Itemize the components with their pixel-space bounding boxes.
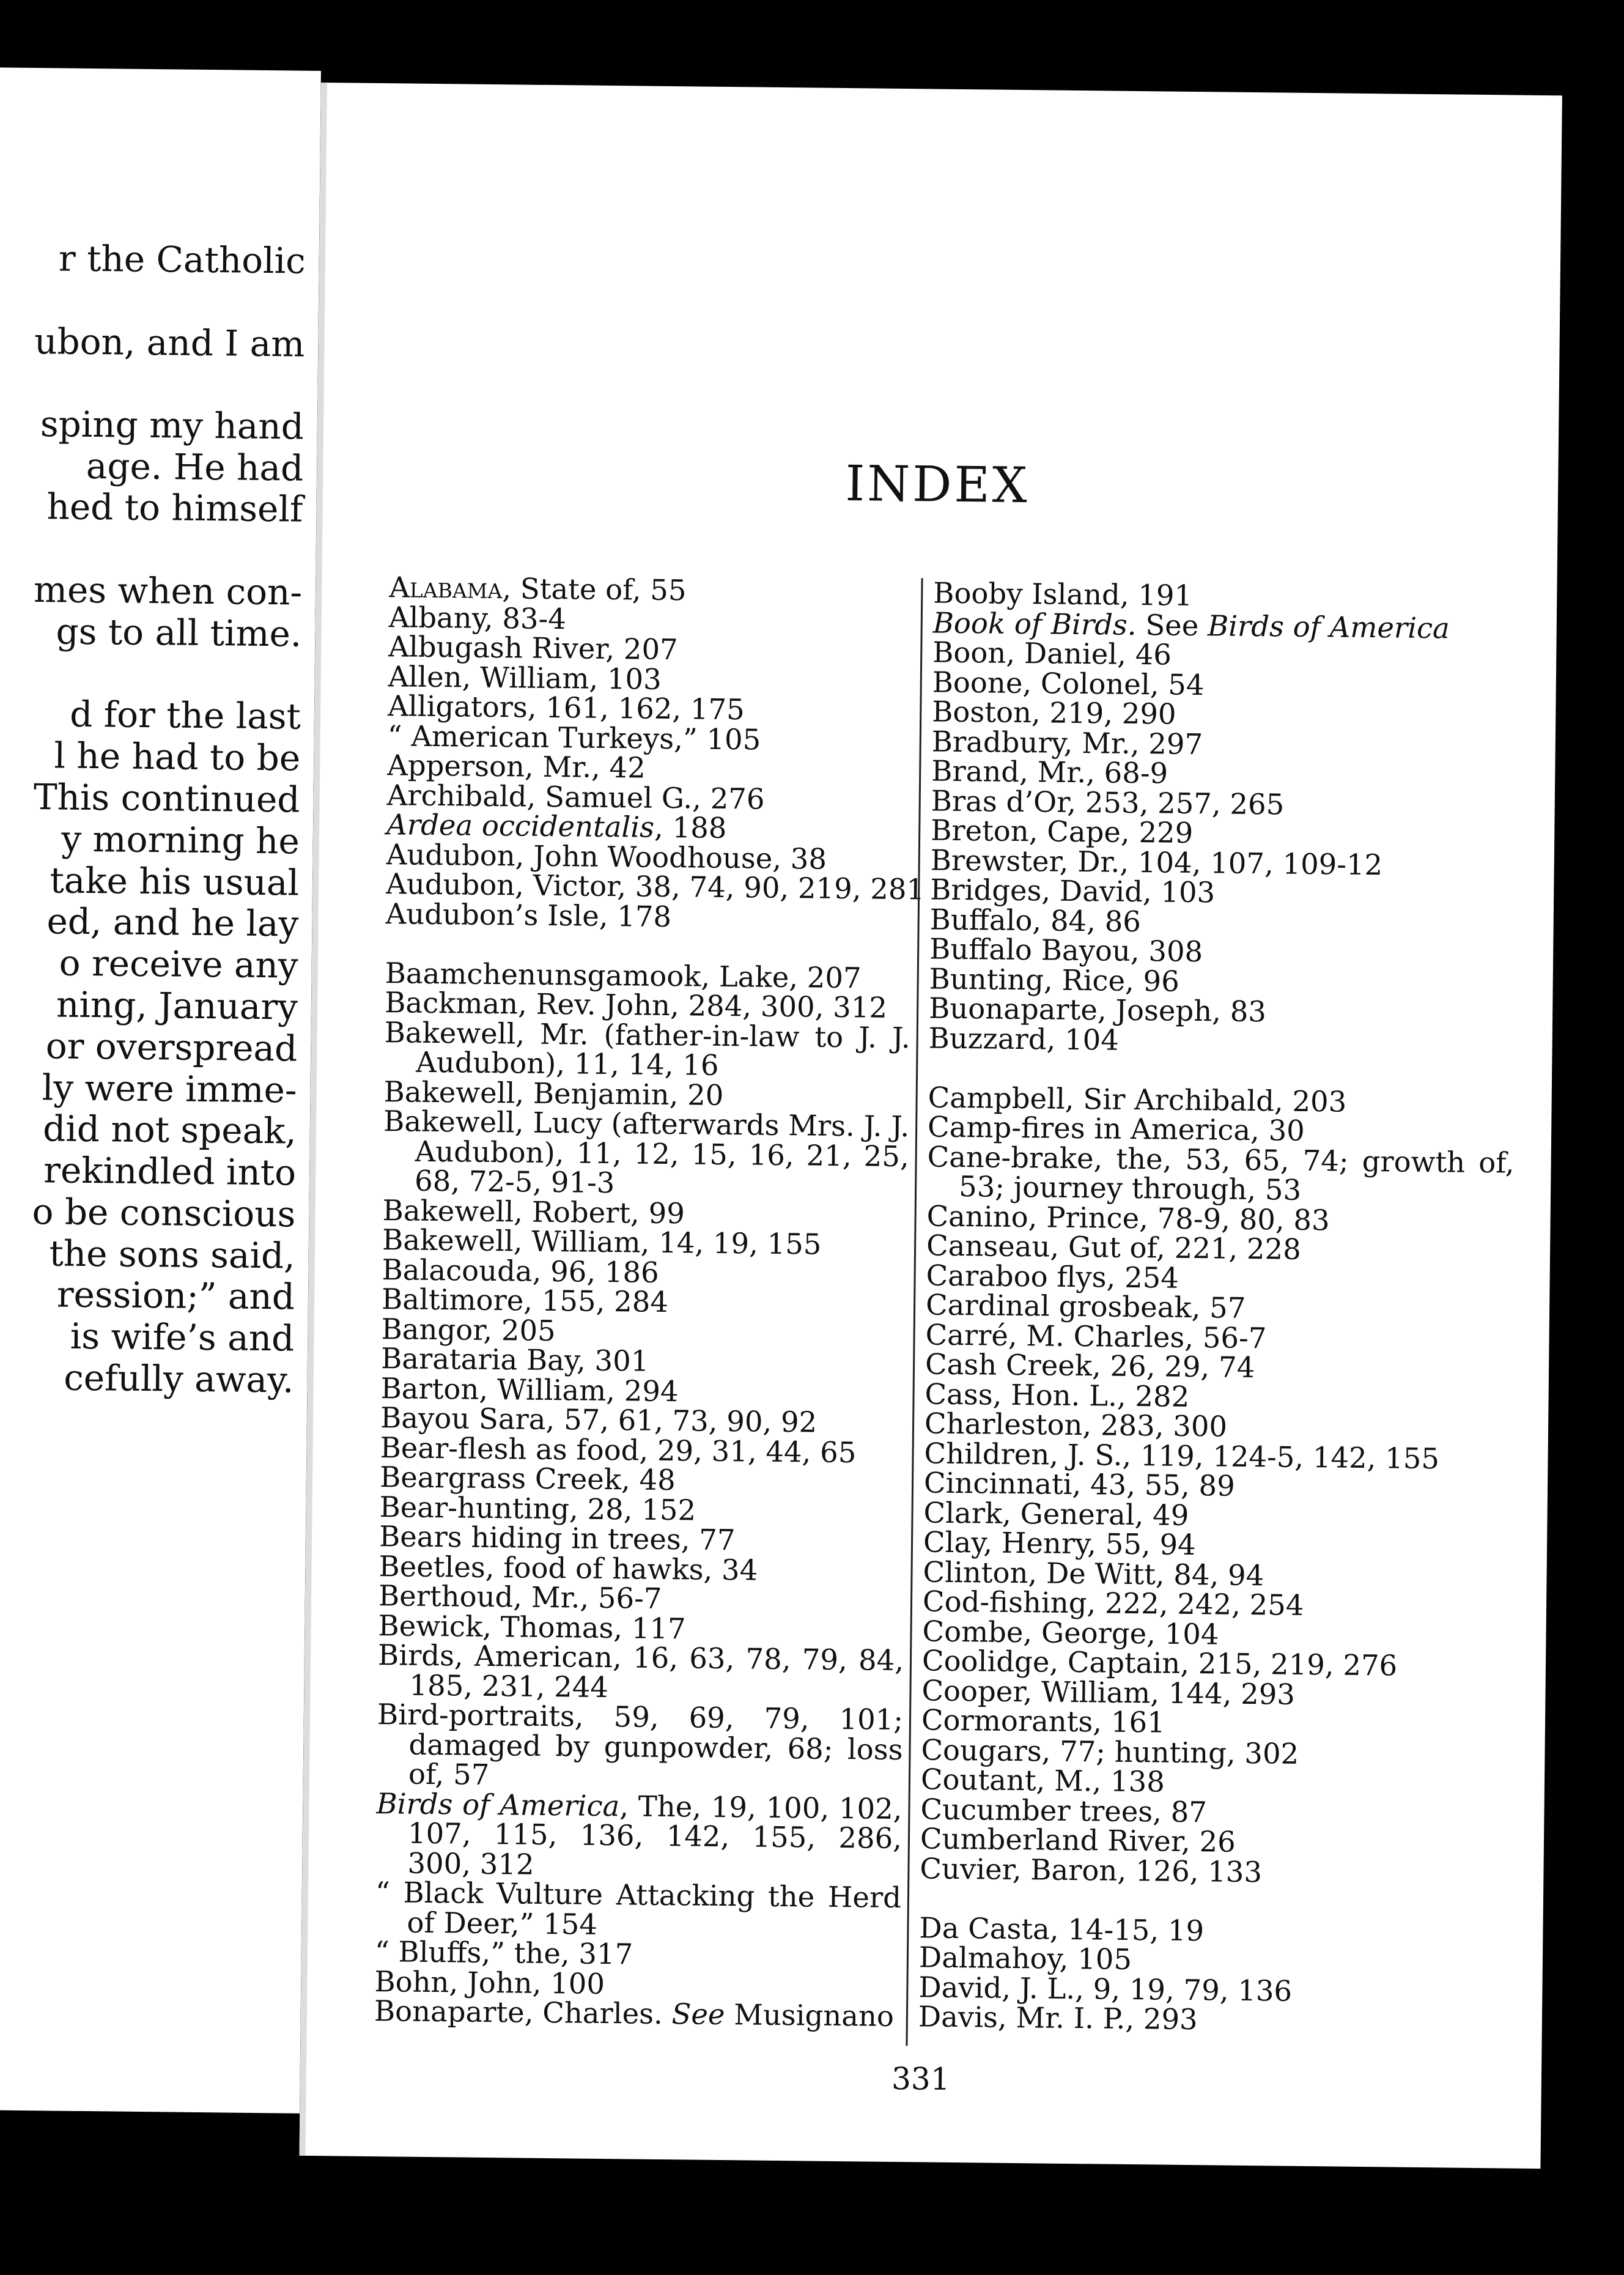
index-entry: Children, J. S., 119, 124-5, 142, 155 [924, 1436, 1440, 1475]
text-line: take his usual [50, 859, 300, 904]
index-entry: Boon, Daniel, 46 [932, 635, 1172, 671]
index-entry: Audubon, Victor, 38, 74, 90, 219, 281 [386, 867, 925, 906]
index-entry: Balacouda, 96, 186 [382, 1252, 659, 1289]
index-entry: Cuvier, Baron, 126, 133 [920, 1851, 1263, 1888]
index-entry: Charleston, 283, 300 [924, 1407, 1228, 1443]
index-entry: Clinton, De Witt, 84, 94 [923, 1555, 1264, 1592]
index-entry: Dalmahoy, 105 [918, 1940, 1132, 1977]
index-entry: Buzzard, 104 [928, 1021, 1120, 1057]
entry-italic: Book of Birds. [932, 606, 1137, 642]
text-line: ly were imme- [42, 1067, 297, 1111]
text-line: gs to all time. [56, 610, 302, 655]
index-entry: Alligators, 161, 162, 175 [388, 689, 745, 727]
text-line: rekindled into [43, 1149, 297, 1194]
text-line: sping my hand [40, 403, 304, 448]
text-line: r the Catholic [58, 237, 306, 282]
index-entry: Berthoud, Mr., 56-7 [378, 1579, 662, 1615]
entry-rest: Bonaparte, Charles. [374, 1994, 672, 2031]
text-line: age. He had [86, 445, 304, 489]
index-entry: Bewick, Thomas, 117 [378, 1608, 686, 1645]
index-entry: Bradbury, Mr., 297 [931, 725, 1203, 761]
index-entry: “ American Turkeys,” 105 [387, 719, 761, 756]
index-entry [375, 1786, 902, 1883]
index-entry: Bear-flesh as food, 29, 31, 44, 65 [380, 1430, 857, 1469]
index-entry: Cardinal grosbeak, 57 [925, 1288, 1246, 1325]
entry-rest: See [1136, 608, 1208, 642]
index-entry: Apperson, Mr., 42 [387, 749, 646, 785]
index-entry: Beetles, food of hawks, 34 [378, 1549, 758, 1587]
index-entry: Baamchenunsgamook, Lake, 207 [385, 956, 862, 994]
entry-rest: , State of, 55 [502, 572, 687, 607]
text-line: did not speak, [42, 1108, 297, 1152]
index-entry: Baltimore, 155, 284 [381, 1282, 669, 1319]
index-entry: Canino, Prince, 78-9, 80, 83 [926, 1199, 1330, 1237]
index-entry: Bakewell, Mr. (father-in-law to J. J. Audubon), 11, 14, 16 [384, 1015, 910, 1082]
index-entry: Albugash River, 207 [388, 630, 678, 667]
index-entry: Cucumber trees, 87 [920, 1792, 1208, 1829]
index-entry: Davis, Mr. I. P., 293 [918, 2000, 1198, 2036]
index-entry: Bakewell, Robert, 99 [382, 1193, 685, 1230]
entry-italic: Ardea occidentalis [386, 808, 655, 844]
index-entry: David, J. L., 9, 19, 79, 136 [918, 1970, 1293, 2008]
index-entry: Bras d’Or, 253, 257, 265 [931, 784, 1285, 821]
index-entry: Bakewell, Lucy (afterwards Mrs. J. J. Audubon), 11, 12, 15, 16, 21, 25, 68, 72-5, 91-3 [383, 1104, 910, 1200]
page-title: INDEX [845, 455, 1030, 514]
index-entry: Canseau, Gut of, 221, 228 [926, 1229, 1302, 1266]
index-entry: Combe, George, 104 [922, 1614, 1219, 1651]
index-entry: Cumberland River, 26 [920, 1822, 1236, 1859]
index-entry: Audubon, John Woodhouse, 38 [386, 837, 827, 876]
entry-rest: Musignano [725, 1998, 895, 2033]
text-line: is wife’s and [70, 1315, 295, 1359]
text-line: or overspread [45, 1025, 298, 1070]
index-entry: Boston, 219, 290 [932, 695, 1176, 731]
text-line: ression;” and [56, 1273, 295, 1318]
page-number: 331 [891, 2060, 950, 2097]
index-entry: Bears hiding in trees, 77 [378, 1520, 736, 1557]
index-entry: Cooper, William, 144, 293 [921, 1673, 1296, 1711]
index-entry: Booby Island, 191 [933, 576, 1193, 612]
index-entry: Allen, William, 103 [388, 659, 662, 696]
index-entry: Birds, American, 16, 63, 78, 79, 84, 185, 231, 244 [377, 1638, 904, 1704]
entry-rest: , 188 [654, 810, 727, 845]
index-entry: Bird-portraits, 59, 69, 79, 101; damaged by gunpowder, 68; loss of, 57 [377, 1698, 904, 1792]
index-entry [374, 1996, 900, 2032]
index-entry: Bayou Sara, 57, 61, 73, 90, 92 [380, 1401, 818, 1439]
index-entry: Bear-hunting, 28, 152 [379, 1490, 696, 1527]
index-entry: Cormorants, 161 [921, 1703, 1165, 1739]
index-entry: Carré, M. Charles, 56-7 [925, 1317, 1267, 1355]
index-entry: Cincinnati, 43, 55, 89 [923, 1466, 1236, 1503]
index-entry: Brewster, Dr., 104, 107, 109-12 [930, 843, 1383, 881]
text-line: This continued [33, 776, 300, 821]
entry-rest: , The, 19, 100, 102, 107, 115, 136, 142, 155, 286, 300, 312 [407, 1789, 902, 1881]
index-entry: Clay, Henry, 55, 94 [923, 1525, 1196, 1562]
entry-head: Alabama [389, 571, 503, 605]
index-entry: Caraboo flys, 254 [926, 1258, 1179, 1295]
index-page [300, 83, 1562, 2169]
index-entry: Buffalo Bayou, 308 [929, 932, 1203, 969]
text-line: ning, January [56, 983, 298, 1028]
index-entry: Barataria Bay, 301 [380, 1342, 649, 1378]
index-entry: Camp-fires in America, 30 [927, 1110, 1305, 1147]
index-entry: Barton, William, 294 [380, 1371, 679, 1408]
index-column-left [374, 571, 925, 2033]
index-entry: Backman, Rev. John, 284, 300, 312 [384, 986, 888, 1024]
index-entry: Bunting, Rice, 96 [929, 961, 1180, 998]
index-entry: Bridges, David, 103 [929, 873, 1216, 909]
entry-italic: Birds of America [376, 1786, 620, 1822]
index-entry: Archibald, Samuel G., 276 [386, 778, 765, 816]
text-line: mes when con- [33, 569, 303, 613]
text-line: ed, and he lay [46, 900, 299, 945]
text-line: ubon, and I am [34, 320, 305, 365]
text-line: o be conscious [32, 1191, 296, 1235]
index-entry: Boone, Colonel, 54 [932, 665, 1205, 701]
index-entry: Bohn, John, 100 [374, 1964, 605, 2000]
index-column-right [918, 576, 1521, 2038]
index-entry: Da Casta, 14-15, 19 [919, 1911, 1205, 1947]
index-entry: Audubon’s Isle, 178 [385, 897, 672, 933]
entry-italic: Birds of America [1207, 609, 1450, 645]
index-entry: Breton, Cape, 229 [930, 813, 1194, 850]
index-entry: Clark, General, 49 [923, 1495, 1189, 1532]
index-entry: Coutant, M., 138 [920, 1763, 1165, 1799]
index-entry: Brand, Mr., 68-9 [931, 754, 1168, 790]
entry-italic: See [671, 1997, 725, 2032]
index-entry: Buffalo, 84, 86 [929, 903, 1142, 938]
index-entry: Cougars, 77; hunting, 302 [921, 1733, 1299, 1770]
previous-page [0, 67, 321, 2114]
text-line: hed to himself [46, 486, 303, 530]
index-entry: Buonaparte, Joseph, 83 [928, 991, 1267, 1029]
index-entry: Cass, Hon. L., 282 [925, 1377, 1190, 1413]
index-entry: Cane-brake, the, 53, 65, 74; growth of, 53; journey through, 53 [927, 1139, 1515, 1207]
text-line: y morning he [61, 818, 300, 862]
index-entry: Cash Creek, 26, 29, 74 [925, 1347, 1255, 1385]
text-line: o receive any [59, 942, 299, 986]
index-entry: Coolidge, Captain, 215, 219, 276 [921, 1644, 1398, 1682]
index-entry: Beargrass Creek, 48 [379, 1460, 676, 1497]
index-entry: Albany, 83-4 [388, 600, 567, 635]
index-entry: Campbell, Sir Archibald, 203 [928, 1080, 1347, 1119]
text-line: l he had to be [54, 734, 301, 779]
index-entry: Bakewell, Benjamin, 20 [383, 1075, 724, 1112]
text-line: d for the last [69, 693, 301, 738]
index-entry: Bakewell, William, 14, 19, 155 [382, 1223, 822, 1261]
index-entry: Cod-fishing, 222, 242, 254 [922, 1585, 1304, 1622]
index-entry: “ Black Vulture Attacking the Herd of Deer,” 154 [375, 1876, 902, 1941]
index-entry: “ Bluffs,” the, 317 [374, 1935, 633, 1971]
text-line: the sons said, [49, 1232, 296, 1277]
text-line: cefully away. [63, 1356, 294, 1401]
index-entry: Bangor, 205 [381, 1312, 556, 1347]
